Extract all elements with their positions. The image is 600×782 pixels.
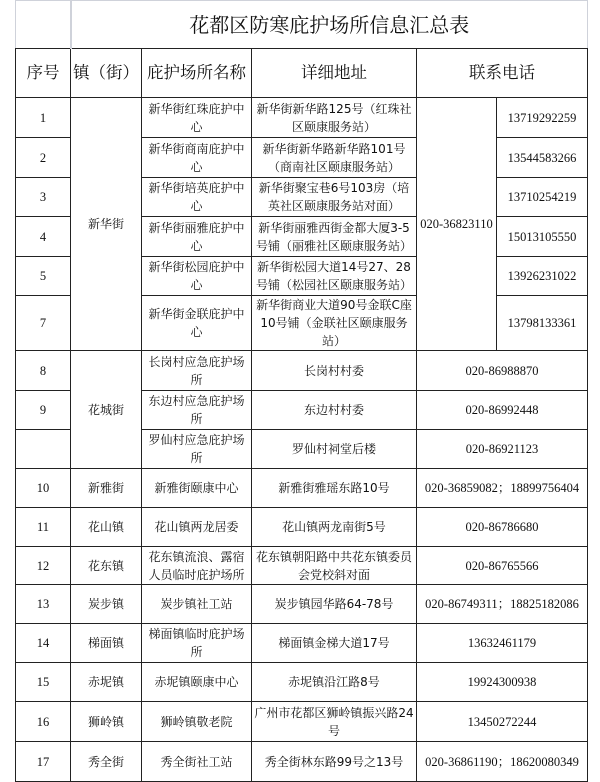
phone-cell: 020-86992448 (417, 391, 588, 430)
shelter-name-cell: 新雅街颐康中心 (142, 469, 252, 508)
phone-cell: 13798133361 (497, 296, 588, 351)
seq-cell: 9 (16, 391, 71, 430)
title-blank-cell (16, 1, 71, 49)
address-cell: 梯面镇金梯大道17号 (252, 624, 417, 663)
table-row (16, 351, 588, 391)
phone-cell: 020-36861190；18620080349 (417, 742, 588, 782)
address-cell: 炭步镇园华路64-78号 (252, 585, 417, 624)
shelter-name-cell: 梯面镇临时庇护场所 (142, 624, 252, 663)
shelter-name-cell: 新华街松园庇护中心 (142, 257, 252, 296)
address-cell: 广州市花都区狮岭镇振兴路24号 (252, 702, 417, 742)
table-row (16, 663, 588, 702)
town-cell: 秀全街 (71, 742, 142, 782)
phone-cell: 020-86786680 (417, 508, 588, 547)
address-cell: 赤坭镇沿江路8号 (252, 663, 417, 702)
seq-cell: 14 (16, 624, 71, 663)
seq-cell: 10 (16, 469, 71, 508)
table-row (16, 98, 588, 138)
header-phone: 联系电话 (417, 49, 588, 98)
town-cell: 花城街 (71, 351, 142, 469)
town-cell: 炭步镇 (71, 585, 142, 624)
table-row (16, 585, 588, 624)
header-address: 详细地址 (252, 49, 417, 98)
address-cell: 秀全街林东路99号之13号 (252, 742, 417, 782)
town-cell: 梯面镇 (71, 624, 142, 663)
phone-cell: 020-86749311；18825182086 (417, 585, 588, 624)
address-cell: 罗仙村祠堂后楼 (252, 430, 417, 469)
phone-cell: 13719292259 (497, 98, 588, 138)
shelter-name-cell: 花山镇两龙居委 (142, 508, 252, 547)
town-cell: 新雅街 (71, 469, 142, 508)
phone-cell: 020-86988870 (417, 351, 588, 391)
phone-cell: 13926231022 (497, 257, 588, 296)
shelter-name-cell: 东边村应急庇护场所 (142, 391, 252, 430)
shelter-summary-table (15, 0, 588, 782)
phone-cell: 15013105550 (497, 217, 588, 257)
table-row (16, 469, 588, 508)
header-name: 庇护场所名称 (142, 49, 252, 98)
address-cell: 新华街松园大道14号27、28号铺（松园社区颐康服务站） (252, 257, 417, 296)
seq-cell: 5 (16, 257, 71, 296)
address-cell: 新华街聚宝巷6号103房（培英社区颐康服务站对面） (252, 178, 417, 217)
phone-cell: 13632461179 (417, 624, 588, 663)
shelter-name-cell: 新华街商南庇护中心 (142, 138, 252, 178)
town-cell: 赤坭镇 (71, 663, 142, 702)
address-cell: 新雅街雅瑶东路10号 (252, 469, 417, 508)
seq-cell: 1 (16, 98, 71, 138)
phone-cell: 13544583266 (497, 138, 588, 178)
shelter-name-cell: 狮岭镇敬老院 (142, 702, 252, 742)
seq-cell: 4 (16, 217, 71, 257)
shelter-name-cell: 新华街红珠庇护中心 (142, 98, 252, 138)
seq-cell: 3 (16, 178, 71, 217)
address-cell: 新华街丽雅西街金都大厦3-5号铺（丽雅社区颐康服务站） (252, 217, 417, 257)
address-cell: 新华街新华路125号（红珠社区颐康服务站） (252, 98, 417, 138)
table-row (16, 702, 588, 742)
shelter-name-cell: 罗仙村应急庇护场所 (142, 430, 252, 469)
table-row (16, 624, 588, 663)
header-town: 镇（街） (71, 49, 142, 98)
seq-cell: 8 (16, 351, 71, 391)
seq-cell: 15 (16, 663, 71, 702)
seq-cell: 2 (16, 138, 71, 178)
seq-cell: 17 (16, 742, 71, 782)
phone-cell: 020-36859082；18899756404 (417, 469, 588, 508)
shelter-name-cell: 新华街金联庇护中心 (142, 296, 252, 351)
shared-phone-cell: 020-36823110 (417, 98, 497, 351)
phone-cell: 020-86921123 (417, 430, 588, 469)
table-row (16, 742, 588, 782)
town-cell: 花东镇 (71, 547, 142, 585)
table-row (16, 508, 588, 547)
seq-cell: 13 (16, 585, 71, 624)
seq-cell: 12 (16, 547, 71, 585)
shelter-name-cell: 长岗村应急庇护场所 (142, 351, 252, 391)
shelter-name-cell: 秀全街社工站 (142, 742, 252, 782)
seq-cell: 7 (16, 296, 71, 351)
phone-cell: 020-86765566 (417, 547, 588, 585)
shelter-name-cell: 新华街培英庇护中心 (142, 178, 252, 217)
header-seq: 序号 (16, 49, 71, 98)
address-cell: 新华街新华路新华路101号（商南社区颐康服务站） (252, 138, 417, 178)
address-cell: 花山镇两龙南街5号 (252, 508, 417, 547)
address-cell: 东边村村委 (252, 391, 417, 430)
shelter-name-cell: 花东镇流浪、露宿人员临时庇护场所 (142, 547, 252, 585)
town-cell: 新华街 (71, 98, 142, 351)
phone-cell: 19924300938 (417, 663, 588, 702)
table-row (16, 547, 588, 585)
address-cell: 新华街商业大道90号金联C座10号铺（金联社区颐康服务站） (252, 296, 417, 351)
phone-cell: 13710254219 (497, 178, 588, 217)
town-cell: 花山镇 (71, 508, 142, 547)
seq-cell: 11 (16, 508, 71, 547)
shelter-name-cell: 赤坭镇颐康中心 (142, 663, 252, 702)
page-title: 花都区防寒庇护场所信息汇总表 (71, 1, 588, 49)
phone-cell: 13450272244 (417, 702, 588, 742)
address-cell: 花东镇朝阳路中共花东镇委员会党校斜对面 (252, 547, 417, 585)
seq-cell: 16 (16, 702, 71, 742)
address-cell: 长岗村村委 (252, 351, 417, 391)
shelter-name-cell: 炭步镇社工站 (142, 585, 252, 624)
shelter-name-cell: 新华街丽雅庇护中心 (142, 217, 252, 257)
seq-cell (16, 430, 71, 469)
header-row (16, 49, 588, 98)
town-cell: 狮岭镇 (71, 702, 142, 742)
